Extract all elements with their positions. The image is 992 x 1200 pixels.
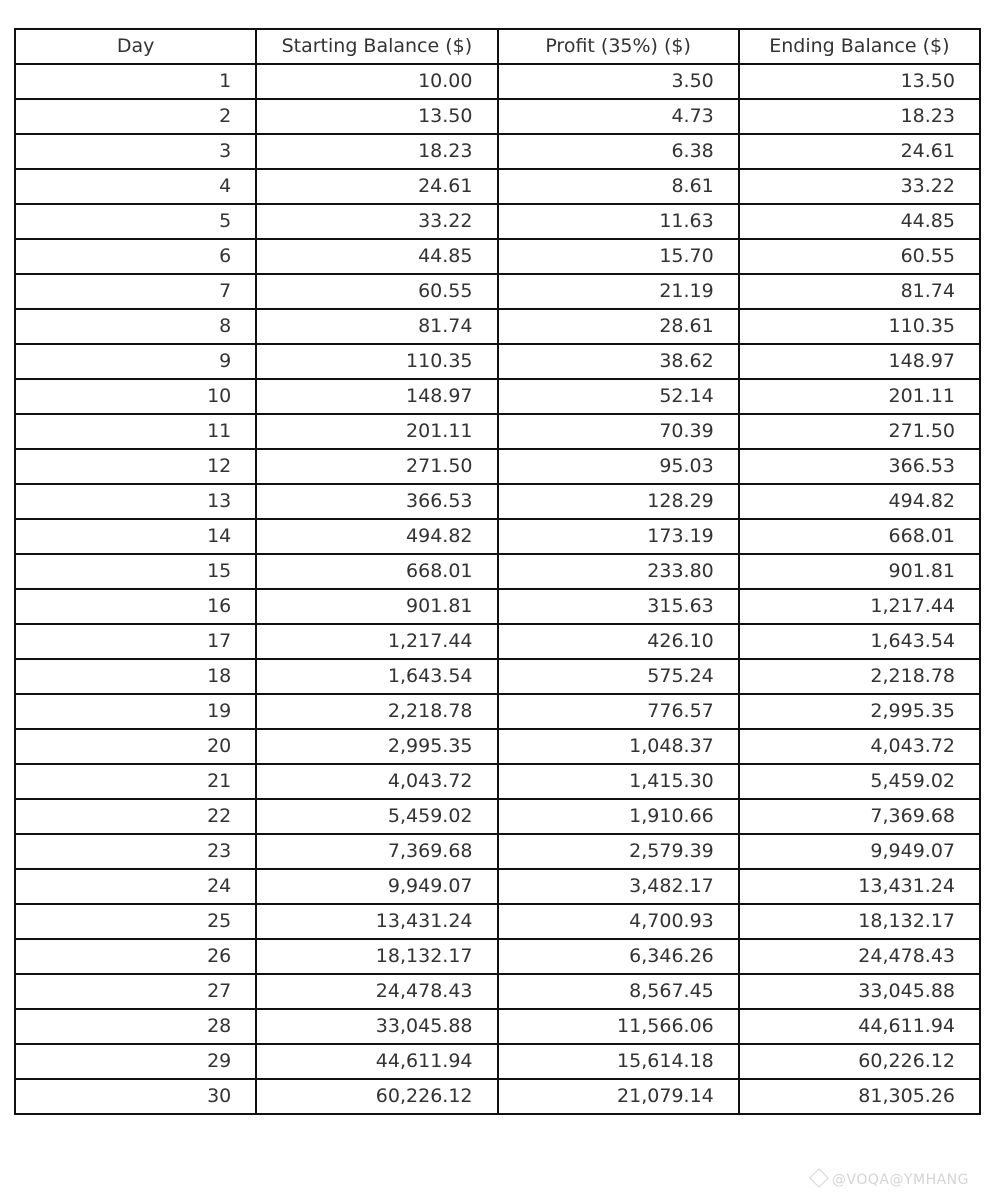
- cell-day: 13: [15, 484, 256, 519]
- table-row: [15, 1079, 980, 1114]
- cell-ending-balance: 33.22: [739, 169, 980, 204]
- cell-starting-balance: 201.11: [256, 414, 497, 449]
- diamond-logo-icon: [809, 1168, 829, 1188]
- table-row: [15, 239, 980, 274]
- cell-profit: 38.62: [498, 344, 739, 379]
- cell-starting-balance: 13,431.24: [256, 904, 497, 939]
- cell-profit: 6,346.26: [498, 939, 739, 974]
- cell-day: 11: [15, 414, 256, 449]
- cell-day: 20: [15, 729, 256, 764]
- table-row: [15, 659, 980, 694]
- cell-profit: 3,482.17: [498, 869, 739, 904]
- cell-profit: 4.73: [498, 99, 739, 134]
- cell-ending-balance: 81,305.26: [739, 1079, 980, 1114]
- cell-profit: 15.70: [498, 239, 739, 274]
- cell-day: 2: [15, 99, 256, 134]
- cell-starting-balance: 1,643.54: [256, 659, 497, 694]
- cell-ending-balance: 44,611.94: [739, 1009, 980, 1044]
- cell-starting-balance: 24,478.43: [256, 974, 497, 1009]
- watermark: [812, 1171, 969, 1188]
- cell-starting-balance: 110.35: [256, 344, 497, 379]
- cell-starting-balance: 44.85: [256, 239, 497, 274]
- cell-starting-balance: 4,043.72: [256, 764, 497, 799]
- cell-day: 9: [15, 344, 256, 379]
- cell-day: 29: [15, 1044, 256, 1079]
- cell-profit: 173.19: [498, 519, 739, 554]
- cell-profit: 1,415.30: [498, 764, 739, 799]
- table-body: [15, 64, 980, 1114]
- cell-profit: 95.03: [498, 449, 739, 484]
- cell-ending-balance: 901.81: [739, 554, 980, 589]
- table-row: [15, 869, 980, 904]
- cell-starting-balance: 10.00: [256, 64, 497, 99]
- cell-day: 8: [15, 309, 256, 344]
- table-header: [15, 29, 980, 64]
- table-row: [15, 344, 980, 379]
- cell-ending-balance: 110.35: [739, 309, 980, 344]
- cell-starting-balance: 60,226.12: [256, 1079, 497, 1114]
- cell-ending-balance: 201.11: [739, 379, 980, 414]
- cell-day: 22: [15, 799, 256, 834]
- cell-ending-balance: 13.50: [739, 64, 980, 99]
- cell-ending-balance: 5,459.02: [739, 764, 980, 799]
- cell-ending-balance: 18.23: [739, 99, 980, 134]
- cell-ending-balance: 366.53: [739, 449, 980, 484]
- cell-starting-balance: 1,217.44: [256, 624, 497, 659]
- header-day: Day: [15, 29, 256, 64]
- cell-ending-balance: 271.50: [739, 414, 980, 449]
- cell-starting-balance: 60.55: [256, 274, 497, 309]
- table-row: [15, 484, 980, 519]
- cell-day: 19: [15, 694, 256, 729]
- cell-starting-balance: 366.53: [256, 484, 497, 519]
- table-row: [15, 554, 980, 589]
- cell-starting-balance: 271.50: [256, 449, 497, 484]
- cell-starting-balance: 494.82: [256, 519, 497, 554]
- cell-ending-balance: 2,995.35: [739, 694, 980, 729]
- cell-starting-balance: 7,369.68: [256, 834, 497, 869]
- cell-ending-balance: 668.01: [739, 519, 980, 554]
- cell-profit: 1,048.37: [498, 729, 739, 764]
- table-row: [15, 449, 980, 484]
- cell-ending-balance: 1,217.44: [739, 589, 980, 624]
- cell-day: 23: [15, 834, 256, 869]
- cell-profit: 776.57: [498, 694, 739, 729]
- table-row: [15, 694, 980, 729]
- cell-profit: 28.61: [498, 309, 739, 344]
- cell-starting-balance: 81.74: [256, 309, 497, 344]
- cell-ending-balance: 9,949.07: [739, 834, 980, 869]
- table-row: [15, 939, 980, 974]
- cell-profit: 233.80: [498, 554, 739, 589]
- cell-ending-balance: 2,218.78: [739, 659, 980, 694]
- table-row: [15, 204, 980, 239]
- cell-profit: 575.24: [498, 659, 739, 694]
- cell-starting-balance: 18.23: [256, 134, 497, 169]
- cell-day: 18: [15, 659, 256, 694]
- cell-starting-balance: 24.61: [256, 169, 497, 204]
- cell-profit: 11.63: [498, 204, 739, 239]
- cell-ending-balance: 148.97: [739, 344, 980, 379]
- table-row: [15, 799, 980, 834]
- cell-ending-balance: 44.85: [739, 204, 980, 239]
- cell-day: 14: [15, 519, 256, 554]
- cell-day: 27: [15, 974, 256, 1009]
- cell-profit: 15,614.18: [498, 1044, 739, 1079]
- cell-day: 12: [15, 449, 256, 484]
- compound-profit-table: [14, 28, 981, 1115]
- cell-profit: 70.39: [498, 414, 739, 449]
- table-row: [15, 1044, 980, 1079]
- cell-starting-balance: 33.22: [256, 204, 497, 239]
- header-row: [15, 29, 980, 64]
- cell-day: 3: [15, 134, 256, 169]
- header-ending-balance: Ending Balance ($): [739, 29, 980, 64]
- cell-day: 16: [15, 589, 256, 624]
- table-row: [15, 974, 980, 1009]
- table-row: [15, 309, 980, 344]
- cell-profit: 11,566.06: [498, 1009, 739, 1044]
- table-row: [15, 624, 980, 659]
- cell-starting-balance: 13.50: [256, 99, 497, 134]
- cell-ending-balance: 24,478.43: [739, 939, 980, 974]
- cell-ending-balance: 60.55: [739, 239, 980, 274]
- cell-starting-balance: 44,611.94: [256, 1044, 497, 1079]
- cell-day: 28: [15, 1009, 256, 1044]
- cell-day: 10: [15, 379, 256, 414]
- cell-starting-balance: 9,949.07: [256, 869, 497, 904]
- cell-ending-balance: 13,431.24: [739, 869, 980, 904]
- header-starting-balance: Starting Balance ($): [256, 29, 497, 64]
- cell-profit: 426.10: [498, 624, 739, 659]
- cell-starting-balance: 33,045.88: [256, 1009, 497, 1044]
- cell-ending-balance: 18,132.17: [739, 904, 980, 939]
- table-row: [15, 99, 980, 134]
- cell-day: 15: [15, 554, 256, 589]
- table-row: [15, 169, 980, 204]
- cell-ending-balance: 1,643.54: [739, 624, 980, 659]
- cell-ending-balance: 60,226.12: [739, 1044, 980, 1079]
- cell-starting-balance: 18,132.17: [256, 939, 497, 974]
- table-row: [15, 379, 980, 414]
- cell-ending-balance: 24.61: [739, 134, 980, 169]
- cell-profit: 1,910.66: [498, 799, 739, 834]
- cell-day: 21: [15, 764, 256, 799]
- cell-ending-balance: 7,369.68: [739, 799, 980, 834]
- table-row: [15, 1009, 980, 1044]
- cell-starting-balance: 148.97: [256, 379, 497, 414]
- cell-day: 6: [15, 239, 256, 274]
- cell-starting-balance: 2,218.78: [256, 694, 497, 729]
- cell-profit: 128.29: [498, 484, 739, 519]
- cell-profit: 6.38: [498, 134, 739, 169]
- cell-profit: 315.63: [498, 589, 739, 624]
- cell-day: 5: [15, 204, 256, 239]
- cell-profit: 2,579.39: [498, 834, 739, 869]
- table-row: [15, 834, 980, 869]
- cell-day: 1: [15, 64, 256, 99]
- table-row: [15, 134, 980, 169]
- cell-profit: 8.61: [498, 169, 739, 204]
- cell-day: 25: [15, 904, 256, 939]
- cell-profit: 21.19: [498, 274, 739, 309]
- cell-ending-balance: 4,043.72: [739, 729, 980, 764]
- table-row: [15, 904, 980, 939]
- cell-starting-balance: 2,995.35: [256, 729, 497, 764]
- cell-day: 26: [15, 939, 256, 974]
- cell-starting-balance: 901.81: [256, 589, 497, 624]
- cell-profit: 3.50: [498, 64, 739, 99]
- table-row: [15, 589, 980, 624]
- cell-day: 30: [15, 1079, 256, 1114]
- cell-day: 4: [15, 169, 256, 204]
- table-row: [15, 519, 980, 554]
- table-row: [15, 64, 980, 99]
- cell-profit: 21,079.14: [498, 1079, 739, 1114]
- cell-ending-balance: 81.74: [739, 274, 980, 309]
- cell-day: 17: [15, 624, 256, 659]
- cell-profit: 4,700.93: [498, 904, 739, 939]
- table-row: [15, 729, 980, 764]
- cell-day: 24: [15, 869, 256, 904]
- cell-ending-balance: 33,045.88: [739, 974, 980, 1009]
- cell-starting-balance: 5,459.02: [256, 799, 497, 834]
- cell-starting-balance: 668.01: [256, 554, 497, 589]
- table-row: [15, 764, 980, 799]
- table-row: [15, 414, 980, 449]
- cell-profit: 52.14: [498, 379, 739, 414]
- cell-ending-balance: 494.82: [739, 484, 980, 519]
- watermark-text: @VOQA@YMHANG: [832, 1172, 970, 1188]
- table-row: [15, 274, 980, 309]
- cell-profit: 8,567.45: [498, 974, 739, 1009]
- header-profit: Profit (35%) ($): [498, 29, 739, 64]
- cell-day: 7: [15, 274, 256, 309]
